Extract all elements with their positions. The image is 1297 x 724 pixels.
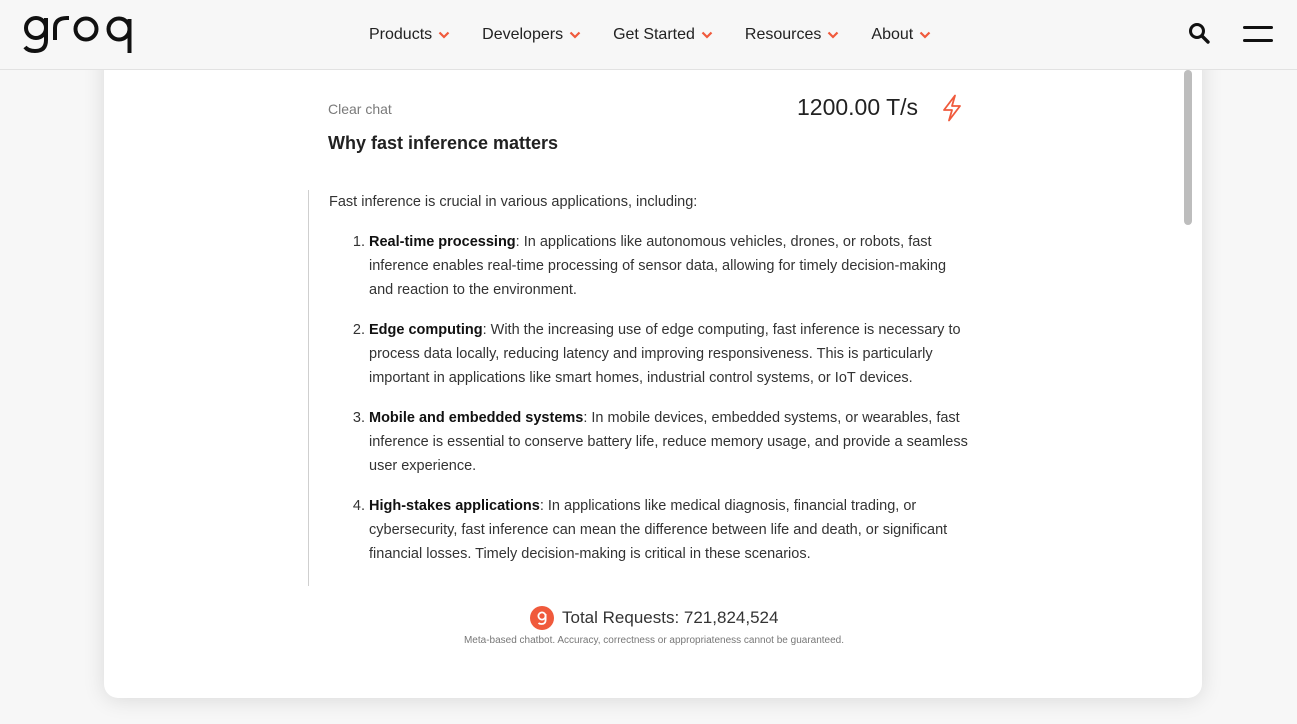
list-item-text: : In mobile devices, embedded systems, or wearables, fast inference is essential to conserve battery life, reduce memory usage, and provide a seamless user experience. xyxy=(369,410,968,474)
nav-products-label: Products xyxy=(369,25,433,43)
answer-divider xyxy=(308,190,309,586)
nav-about-label: About xyxy=(871,25,914,43)
answer-list xyxy=(329,230,969,566)
list-item-term: Mobile and embedded systems xyxy=(369,410,584,426)
chat-title: Why fast inference matters xyxy=(328,133,559,153)
list-item-term: Edge computing xyxy=(369,322,483,338)
list-item-text: : With the increasing use of edge computing, fast inference is necessary to process data locally, reducing latency and improving responsiveness. This is particularly important in applications like smart homes, industrial control systems, or IoT devices. xyxy=(369,322,961,386)
nav-get-started[interactable] xyxy=(613,26,713,44)
groq-logo[interactable] xyxy=(23,13,135,55)
disclaimer: Meta-based chatbot. Accuracy, correctness or appropriateness cannot be guaranteed. xyxy=(463,635,845,646)
list-item xyxy=(369,318,969,390)
nav-resources-label: Resources xyxy=(744,25,822,43)
nav-about[interactable] xyxy=(871,26,931,44)
scrollbar[interactable] xyxy=(1184,70,1192,225)
main-nav xyxy=(369,0,963,69)
search-icon[interactable] xyxy=(1187,21,1211,45)
chevron-down-icon xyxy=(701,31,713,39)
total-requests-label: Total Requests: 721,824,524 xyxy=(562,608,779,627)
answer-body xyxy=(329,190,969,586)
tokens-per-second: 1200.00 T/s xyxy=(797,94,919,120)
lightning-bolt-icon[interactable] xyxy=(940,94,964,122)
list-item xyxy=(369,406,969,478)
list-item xyxy=(369,230,969,302)
answer-intro: Fast inference is crucial in various applications, including: xyxy=(329,194,698,210)
chevron-down-icon xyxy=(438,31,450,39)
chevron-down-icon xyxy=(827,31,839,39)
groq-badge-icon xyxy=(530,606,554,630)
hamburger-menu-icon[interactable] xyxy=(1243,26,1273,44)
list-item xyxy=(369,494,969,566)
site-header xyxy=(0,0,1297,70)
nav-products[interactable] xyxy=(369,26,450,44)
list-item-text: : In applications like autonomous vehicles, drones, or robots, fast inference enables real-time processing of sensor data, allowing for timely decision-making and reaction to the environment. xyxy=(369,234,947,298)
nav-resources[interactable] xyxy=(745,26,839,44)
total-requests xyxy=(530,606,778,630)
nav-get-started-label: Get Started xyxy=(613,25,695,43)
list-item-term: Real-time processing xyxy=(369,234,516,250)
chevron-down-icon xyxy=(569,31,581,39)
nav-developers[interactable] xyxy=(482,26,581,44)
chevron-down-icon xyxy=(919,31,931,39)
list-item-text: : In applications like medical diagnosis, financial trading, or cybersecurity, fast inference can mean the difference between life and death, or significant financial losses. Timely decision-making is critical in these scenarios. xyxy=(369,498,948,562)
list-item-term: High-stakes applications xyxy=(369,498,540,514)
clear-chat-button[interactable]: Clear chat xyxy=(328,101,392,117)
nav-developers-label: Developers xyxy=(482,25,564,43)
